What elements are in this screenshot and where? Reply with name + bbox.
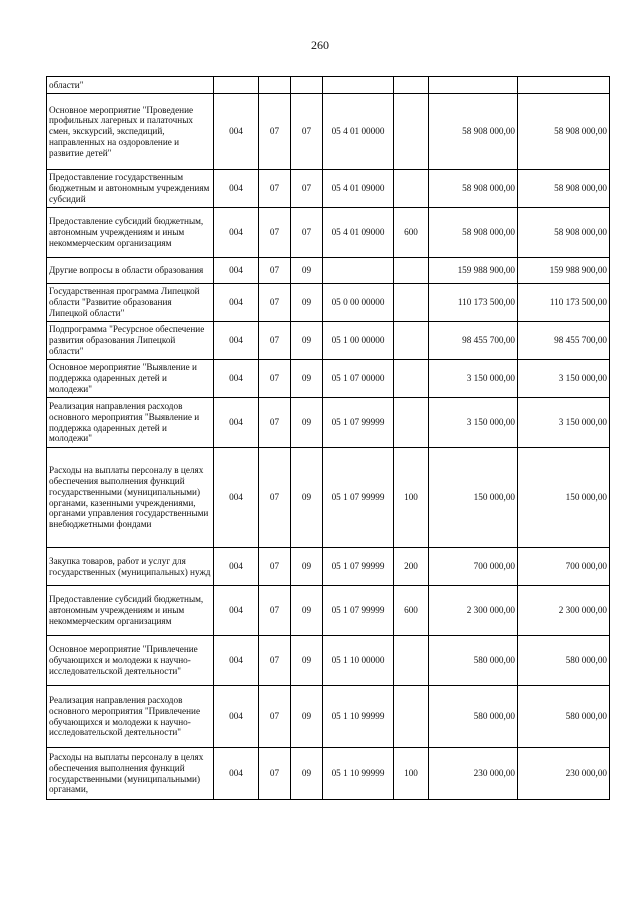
expense-type-code <box>394 636 429 686</box>
ministry-code: 004 <box>214 208 259 258</box>
amount-2: 580 000,00 <box>518 686 610 748</box>
amount-2: 58 908 000,00 <box>518 170 610 208</box>
expense-type-code <box>394 398 429 448</box>
subsection-code: 07 <box>291 208 323 258</box>
expense-type-code: 100 <box>394 748 429 800</box>
section-code: 07 <box>259 170 291 208</box>
ministry-code: 004 <box>214 636 259 686</box>
table-row <box>47 748 610 800</box>
row-name: Закупка товаров, работ и услуг для государственных (муниципальных) нужд <box>47 548 214 586</box>
amount-2: 110 173 500,00 <box>518 284 610 322</box>
amount-1: 58 908 000,00 <box>429 170 518 208</box>
amount-1: 580 000,00 <box>429 636 518 686</box>
amount-2: 3 150 000,00 <box>518 398 610 448</box>
amount-2: 58 908 000,00 <box>518 94 610 170</box>
ministry-code: 004 <box>214 170 259 208</box>
expense-type-code <box>394 77 429 94</box>
target-article-code: 05 1 10 00000 <box>323 636 394 686</box>
target-article-code: 05 4 01 00000 <box>323 94 394 170</box>
expense-type-code <box>394 322 429 360</box>
amount-1: 58 908 000,00 <box>429 208 518 258</box>
target-article-code: 05 1 07 99999 <box>323 448 394 548</box>
section-code: 07 <box>259 208 291 258</box>
subsection-code: 09 <box>291 360 323 398</box>
subsection-code: 09 <box>291 284 323 322</box>
amount-2: 159 988 900,00 <box>518 258 610 284</box>
table-row <box>47 258 610 284</box>
section-code: 07 <box>259 94 291 170</box>
section-code: 07 <box>259 284 291 322</box>
target-article-code: 05 1 10 99999 <box>323 686 394 748</box>
section-code: 07 <box>259 586 291 636</box>
row-name: Реализация направления расходов основного мероприятия "Привлечение обучающихся и молодежи к научно-исследовательской деятельности" <box>47 686 214 748</box>
row-name: Основное мероприятие "Проведение профильных лагерных и палаточных смен, экскурсий, экспедиций, направленных на оздоровление и развитие детей" <box>47 94 214 170</box>
ministry-code: 004 <box>214 94 259 170</box>
target-article-code: 05 1 07 00000 <box>323 360 394 398</box>
table-row <box>47 548 610 586</box>
amount-2: 700 000,00 <box>518 548 610 586</box>
row-name: Подпрограмма "Ресурсное обеспечение развития образования Липецкой области" <box>47 322 214 360</box>
subsection-code: 09 <box>291 448 323 548</box>
expense-type-code <box>394 170 429 208</box>
row-name: Расходы на выплаты персоналу в целях обеспечения выполнения функций государственными (муниципальными) органами, <box>47 748 214 800</box>
amount-2: 580 000,00 <box>518 636 610 686</box>
amount-2: 58 908 000,00 <box>518 208 610 258</box>
table-row <box>47 686 610 748</box>
target-article-code <box>323 258 394 284</box>
ministry-code: 004 <box>214 586 259 636</box>
ministry-code: 004 <box>214 548 259 586</box>
target-article-code <box>323 77 394 94</box>
amount-2: 2 300 000,00 <box>518 586 610 636</box>
section-code: 07 <box>259 748 291 800</box>
expense-type-code: 200 <box>394 548 429 586</box>
amount-2: 150 000,00 <box>518 448 610 548</box>
section-code: 07 <box>259 258 291 284</box>
amount-1: 580 000,00 <box>429 686 518 748</box>
section-code: 07 <box>259 398 291 448</box>
amount-1: 700 000,00 <box>429 548 518 586</box>
amount-2: 98 455 700,00 <box>518 322 610 360</box>
section-code: 07 <box>259 548 291 586</box>
subsection-code: 09 <box>291 548 323 586</box>
target-article-code: 05 4 01 09000 <box>323 208 394 258</box>
amount-1: 58 908 000,00 <box>429 94 518 170</box>
ministry-code: 004 <box>214 748 259 800</box>
section-code: 07 <box>259 322 291 360</box>
amount-2 <box>518 77 610 94</box>
ministry-code <box>214 77 259 94</box>
section-code: 07 <box>259 360 291 398</box>
table-row <box>47 208 610 258</box>
expense-type-code: 600 <box>394 208 429 258</box>
target-article-code: 05 1 07 99999 <box>323 586 394 636</box>
table-row <box>47 284 610 322</box>
expense-type-code <box>394 284 429 322</box>
subsection-code: 09 <box>291 748 323 800</box>
budget-table <box>46 76 610 800</box>
table-row <box>47 636 610 686</box>
target-article-code: 05 4 01 09000 <box>323 170 394 208</box>
expense-type-code: 600 <box>394 586 429 636</box>
amount-1: 159 988 900,00 <box>429 258 518 284</box>
table-row <box>47 360 610 398</box>
subsection-code: 09 <box>291 586 323 636</box>
amount-1 <box>429 77 518 94</box>
row-name: Предоставление субсидий бюджетным, автономным учреждениям и иным некоммерческим организациям <box>47 586 214 636</box>
amount-2: 3 150 000,00 <box>518 360 610 398</box>
subsection-code: 09 <box>291 636 323 686</box>
amount-2: 230 000,00 <box>518 748 610 800</box>
section-code: 07 <box>259 636 291 686</box>
table-row <box>47 586 610 636</box>
section-code: 07 <box>259 686 291 748</box>
section-code <box>259 77 291 94</box>
amount-1: 110 173 500,00 <box>429 284 518 322</box>
expense-type-code <box>394 258 429 284</box>
row-name: Государственная программа Липецкой области "Развитие образования Липецкой области" <box>47 284 214 322</box>
table-row <box>47 77 610 94</box>
table-row <box>47 94 610 170</box>
target-article-code: 05 1 00 00000 <box>323 322 394 360</box>
target-article-code: 05 0 00 00000 <box>323 284 394 322</box>
amount-1: 3 150 000,00 <box>429 398 518 448</box>
ministry-code: 004 <box>214 448 259 548</box>
row-name: Другие вопросы в области образования <box>47 258 214 284</box>
ministry-code: 004 <box>214 284 259 322</box>
subsection-code: 07 <box>291 170 323 208</box>
amount-1: 98 455 700,00 <box>429 322 518 360</box>
row-name: Реализация направления расходов основного мероприятия "Выявление и поддержка одаренных детей и молодежи" <box>47 398 214 448</box>
row-name: области" <box>47 77 214 94</box>
table-row <box>47 322 610 360</box>
subsection-code: 07 <box>291 94 323 170</box>
ministry-code: 004 <box>214 322 259 360</box>
table-row <box>47 398 610 448</box>
target-article-code: 05 1 07 99999 <box>323 548 394 586</box>
target-article-code: 05 1 10 99999 <box>323 748 394 800</box>
amount-1: 150 000,00 <box>429 448 518 548</box>
amount-1: 3 150 000,00 <box>429 360 518 398</box>
amount-1: 2 300 000,00 <box>429 586 518 636</box>
expense-type-code <box>394 360 429 398</box>
row-name: Основное мероприятие "Привлечение обучающихся и молодежи к научно-исследовательской деятельности" <box>47 636 214 686</box>
ministry-code: 004 <box>214 258 259 284</box>
subsection-code: 09 <box>291 686 323 748</box>
table-row <box>47 170 610 208</box>
page-number: 260 <box>311 38 329 52</box>
expense-type-code <box>394 94 429 170</box>
expense-type-code <box>394 686 429 748</box>
amount-1: 230 000,00 <box>429 748 518 800</box>
target-article-code: 05 1 07 99999 <box>323 398 394 448</box>
section-code: 07 <box>259 448 291 548</box>
ministry-code: 004 <box>214 686 259 748</box>
row-name: Расходы на выплаты персоналу в целях обеспечения выполнения функций государственными (муниципальными) органами, казенными учреждениями, органами управления государственными внебюджетными фондами <box>47 448 214 548</box>
expense-type-code: 100 <box>394 448 429 548</box>
subsection-code: 09 <box>291 322 323 360</box>
row-name: Предоставление субсидий бюджетным, автономным учреждениям и иным некоммерческим организациям <box>47 208 214 258</box>
row-name: Основное мероприятие "Выявление и поддержка одаренных детей и молодежи" <box>47 360 214 398</box>
subsection-code: 09 <box>291 258 323 284</box>
ministry-code: 004 <box>214 360 259 398</box>
row-name: Предоставление государственным бюджетным и автономным учреждениям субсидий <box>47 170 214 208</box>
table-row <box>47 448 610 548</box>
ministry-code: 004 <box>214 398 259 448</box>
subsection-code <box>291 77 323 94</box>
subsection-code: 09 <box>291 398 323 448</box>
